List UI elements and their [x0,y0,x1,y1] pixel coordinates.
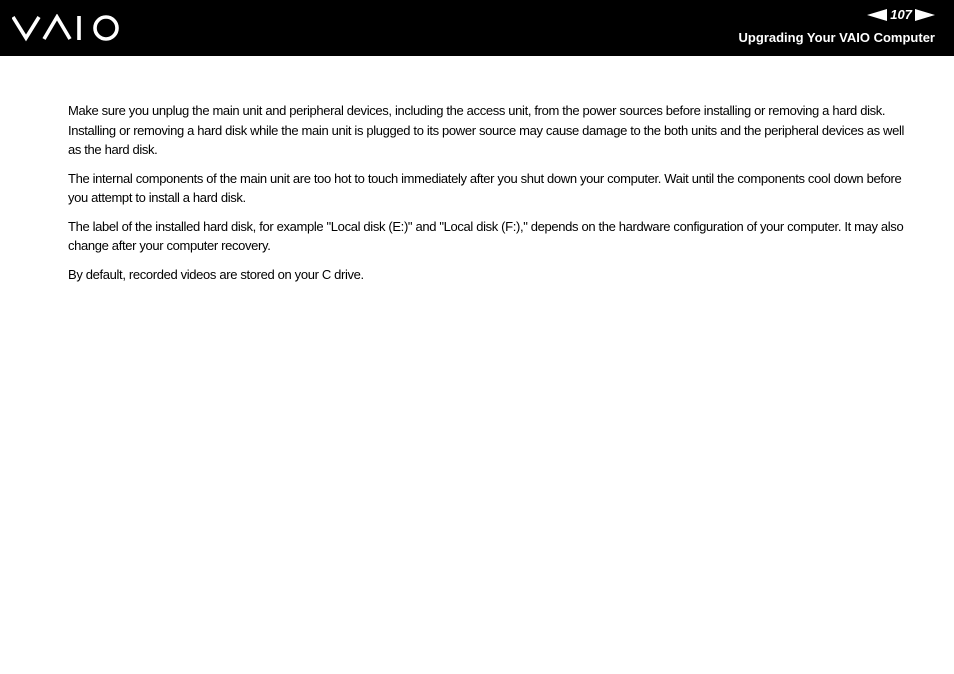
note-paragraph: The internal components of the main unit are too hot to touch immediately after you shut down your computer. Wait until the components cool down before you attempt to install a hard disk. [68,170,902,205]
note-paragraph: Make sure you unplug the main unit and peripheral devices, including the access unit, from the power sources before installing or removing a hard disk. Installing or removing a hard disk while the main unit is plugged to its power source may cause damage to the both units and the peripheral devices as well as the hard disk. [68,103,905,157]
vaio-logo [12,14,120,42]
section-title: Upgrading Your VAIO Computer [738,30,935,45]
note-paragraph: By default, recorded videos are stored on your C drive. [68,266,364,282]
triangle-left-icon[interactable] [867,9,887,21]
page-number: 107 [890,7,912,22]
note-paragraph: The label of the installed hard disk, for example "Local disk (E:)" and "Local disk (F:)," depends on the hardware configuration of your computer. It may also change after your computer recovery. [68,218,904,253]
page-navigation [867,7,935,23]
triangle-right-icon[interactable] [915,9,935,21]
page-header [0,0,954,56]
notes-section [68,101,916,293]
